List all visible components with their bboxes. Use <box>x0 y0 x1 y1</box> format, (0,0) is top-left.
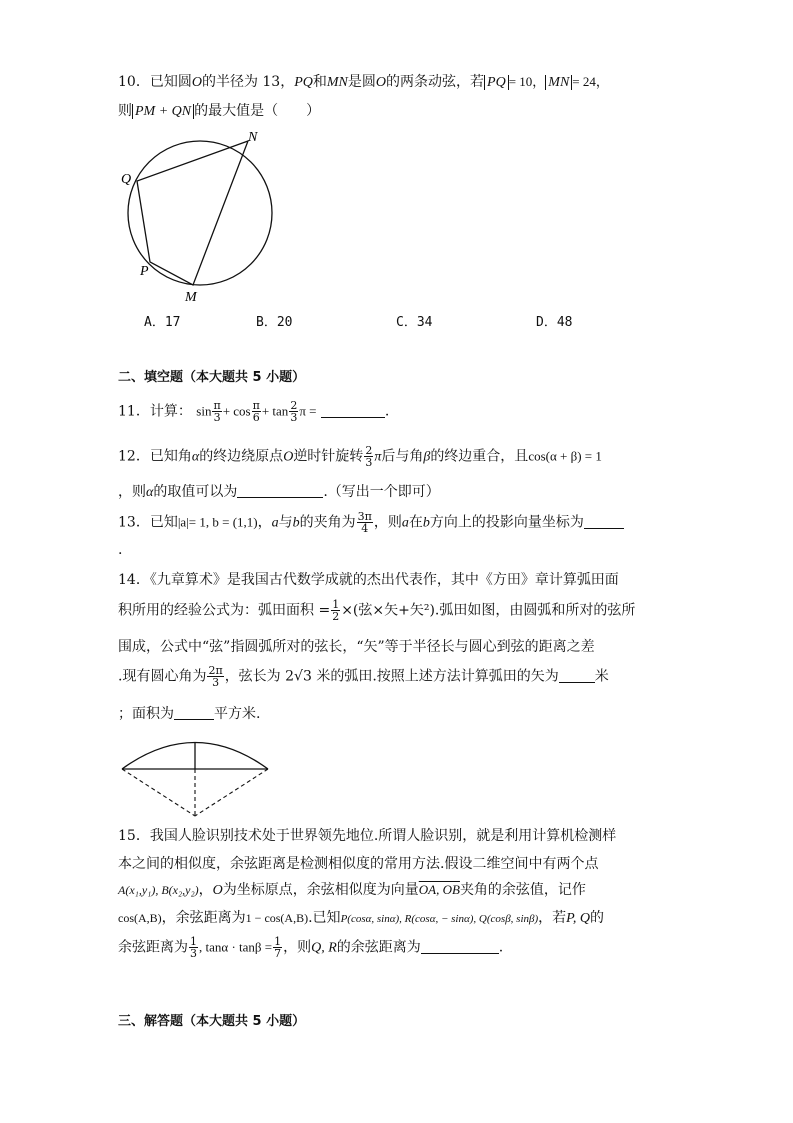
q13-text: 13．已知 <box>118 514 178 531</box>
option-d[interactable]: D．48 <box>536 315 573 330</box>
q10-line1 <box>118 72 609 93</box>
q15-den: 7 <box>274 947 282 960</box>
q15-var: P, Q <box>566 911 591 926</box>
q10-var: MN <box>326 75 348 90</box>
q15-text: 的 <box>590 910 605 926</box>
q12-math: cos(α + β) = 1 <box>528 448 602 464</box>
q13-var: a <box>271 515 279 531</box>
circle-o <box>128 141 272 285</box>
arc-field-figure <box>118 734 274 820</box>
q10-vector-sum: PM + QN <box>132 104 194 119</box>
q11-den: 6 <box>252 411 260 424</box>
q13-num: 3π <box>357 510 372 523</box>
option-c[interactable]: C．34 <box>396 315 433 330</box>
q12-den: 3 <box>365 456 373 469</box>
q13-dot: . <box>118 542 123 558</box>
q11-answer-blank[interactable] <box>321 403 385 418</box>
q12-var: π <box>374 449 382 465</box>
q15-den: 3 <box>190 947 197 960</box>
q14-line1: 14．《九章算术》是我国古代数学成就的杰出代表作，其中《方田》章计算弧田面 <box>118 572 619 588</box>
q10-text: = 24， <box>572 74 609 89</box>
q12-var: O <box>283 449 294 465</box>
q15-text: 夹角的余弦值，记作 <box>459 882 586 898</box>
q15-math: A(x₁,y₁), B(x₂,y₂) <box>118 883 199 897</box>
q14-text: 积所用的经验公式为：弧田面积 = <box>118 602 331 619</box>
q14-den: 2 <box>332 610 340 623</box>
q15-text: 的余弦距离为 <box>336 939 421 956</box>
q10-text: 是圆 <box>347 74 376 90</box>
radius-left <box>122 769 195 816</box>
q13-den: 4 <box>361 522 369 535</box>
section-3-heading: 三、解答题（本大题共 5 小题） <box>118 1014 306 1029</box>
q10-text: 的最大值是（ ） <box>194 103 321 119</box>
q15-text: 余弦距离为 <box>118 939 188 956</box>
q13-math: |a|= 1, b = (1,1) <box>177 514 258 530</box>
q11-num: 2 <box>290 399 298 412</box>
q10-text: 10．已知圆 <box>118 74 192 90</box>
q14-text: 平方米. <box>214 706 261 722</box>
q15-math: 1 − cos(A,B) <box>245 911 309 925</box>
q14-line3: 围成，公式中“弦”指圆弧所对的弦长，“矢”等于半径长与圆心到弦的距离之差 <box>118 639 595 655</box>
q14-num: 1 <box>332 598 340 611</box>
q13-text: ，则 <box>373 514 402 531</box>
q15-math: P(cosα, sinα), R(cosα, − sinα), Q(cosβ, sinβ) <box>340 913 539 925</box>
q14-line4 <box>118 665 609 693</box>
q14-answer-blank-1[interactable] <box>559 668 595 683</box>
q11-num: π <box>252 399 260 412</box>
q15-var: Q, R <box>311 940 337 956</box>
q11-math: + tan <box>261 403 289 419</box>
q10-var: O <box>375 75 387 90</box>
q12-var: α <box>146 485 154 500</box>
q10-text: 的两条动弦，若 <box>386 74 485 90</box>
q10-line2 <box>118 101 320 122</box>
label-p: P <box>140 264 149 279</box>
q12-text: 的终边重合，且 <box>430 448 529 465</box>
q11-num: π <box>213 399 221 412</box>
q14-text: 米 <box>594 668 609 685</box>
option-b[interactable]: B．20 <box>256 315 293 330</box>
q13-var: b <box>292 515 300 531</box>
q11-math: π = <box>299 403 317 419</box>
q12-line1 <box>118 445 602 473</box>
q15-vectors: OA, OB <box>418 882 460 897</box>
q11-den: 3 <box>213 411 221 424</box>
q12-text: 的终边绕原点 <box>199 448 284 465</box>
q12-text: 的取值可以为 <box>153 484 238 500</box>
q11-den: 3 <box>290 411 298 424</box>
q14-text: ；面积为 <box>118 706 174 722</box>
q15-answer-blank[interactable] <box>421 939 499 954</box>
label-m: M <box>185 290 197 305</box>
q13-var: b <box>422 515 430 531</box>
q11-math: sin <box>196 403 212 419</box>
q14-text: ，弦长为 2√3 米的弧田.按照上述方法计算弧田的矢为 <box>224 668 559 685</box>
q15-num: 1 <box>190 935 197 948</box>
q14-answer-blank-2[interactable] <box>174 705 214 720</box>
q14-den: 3 <box>212 676 220 689</box>
q13-text: ， <box>257 514 272 531</box>
q11-line <box>118 400 389 428</box>
q15-line4 <box>118 908 604 929</box>
q13-text: 方向上的投影向量坐标为 <box>429 514 584 531</box>
q10-var: PQ <box>294 75 313 90</box>
q15-text: 为坐标原点，余弦相似度为向量 <box>222 882 419 898</box>
q12-num: 2 <box>365 444 373 457</box>
q12-var: α <box>191 449 200 465</box>
q13-var: a <box>401 515 409 531</box>
q15-text: ，余弦距离为 <box>161 910 246 926</box>
q14-text: .现有圆心角为 <box>118 668 207 685</box>
label-q: Q <box>121 172 132 187</box>
q12-text: ，则 <box>118 484 146 500</box>
q10-vector-pq: PQ <box>484 75 509 90</box>
q15-var: O <box>212 883 223 898</box>
option-a[interactable]: A．17 <box>144 315 181 330</box>
q10-text: 的半径为 13， <box>201 74 295 90</box>
q12-var: β <box>423 449 431 465</box>
q11-math: + cos <box>222 403 251 419</box>
q13-line <box>118 511 624 539</box>
q10-text: 和 <box>312 74 327 90</box>
q15-line2: 本之间的相似度，余弦距离是检测相似度的常用方法.假设二维空间中有两个点 <box>118 856 599 872</box>
q10-text: = 10， <box>508 74 546 89</box>
q15-num: 1 <box>274 935 282 948</box>
q15-text: ， <box>198 882 213 898</box>
q12-text: 12．已知角 <box>118 448 192 465</box>
quadrilateral-qnmp <box>137 141 248 285</box>
q15-text: ，则 <box>283 939 312 956</box>
q15-text: .已知 <box>308 910 341 926</box>
q10-circle-figure <box>115 125 290 305</box>
q11-text: . <box>384 403 390 420</box>
q10-vector-mn: MN <box>545 75 572 90</box>
q13-text: 在 <box>408 514 423 531</box>
section-2-heading: 二、填空题（本大题共 5 小题） <box>118 370 306 385</box>
q12-text: 逆时针旋转 <box>293 448 364 465</box>
q11-text: 11．计算： <box>118 403 192 420</box>
label-n: N <box>248 130 258 145</box>
q14-num: 2π <box>208 664 223 677</box>
q15-line3 <box>118 880 586 901</box>
q15-line1: 15．我国人脸识别技术处于世界领先地位.所谓人脸识别，就是利用计算机检测样 <box>118 828 617 844</box>
q12-text: 后与角 <box>381 448 424 465</box>
q13-text: 的夹角为 <box>299 514 356 531</box>
radius-right <box>195 769 268 816</box>
q15-line5 <box>118 936 503 966</box>
q12-text: .（写出一个即可） <box>323 484 440 500</box>
q14-text: ×(弦×矢+矢²).弧田如图，由圆弧和所对的弦所 <box>341 602 636 619</box>
q14-line5 <box>118 704 260 724</box>
q15-text: ，若 <box>538 910 567 926</box>
q13-answer-blank[interactable] <box>584 514 624 529</box>
q12-line2 <box>118 482 440 503</box>
q13-text: 与 <box>278 514 293 531</box>
q15-text: . <box>498 939 504 956</box>
q10-text: 则 <box>118 103 132 119</box>
q10-var: O <box>191 75 202 90</box>
q15-math: cos(A,B) <box>118 911 162 925</box>
q14-line2 <box>118 599 635 627</box>
q12-answer-blank[interactable] <box>237 483 323 498</box>
q15-math: , tanα · tanβ = <box>199 939 273 955</box>
